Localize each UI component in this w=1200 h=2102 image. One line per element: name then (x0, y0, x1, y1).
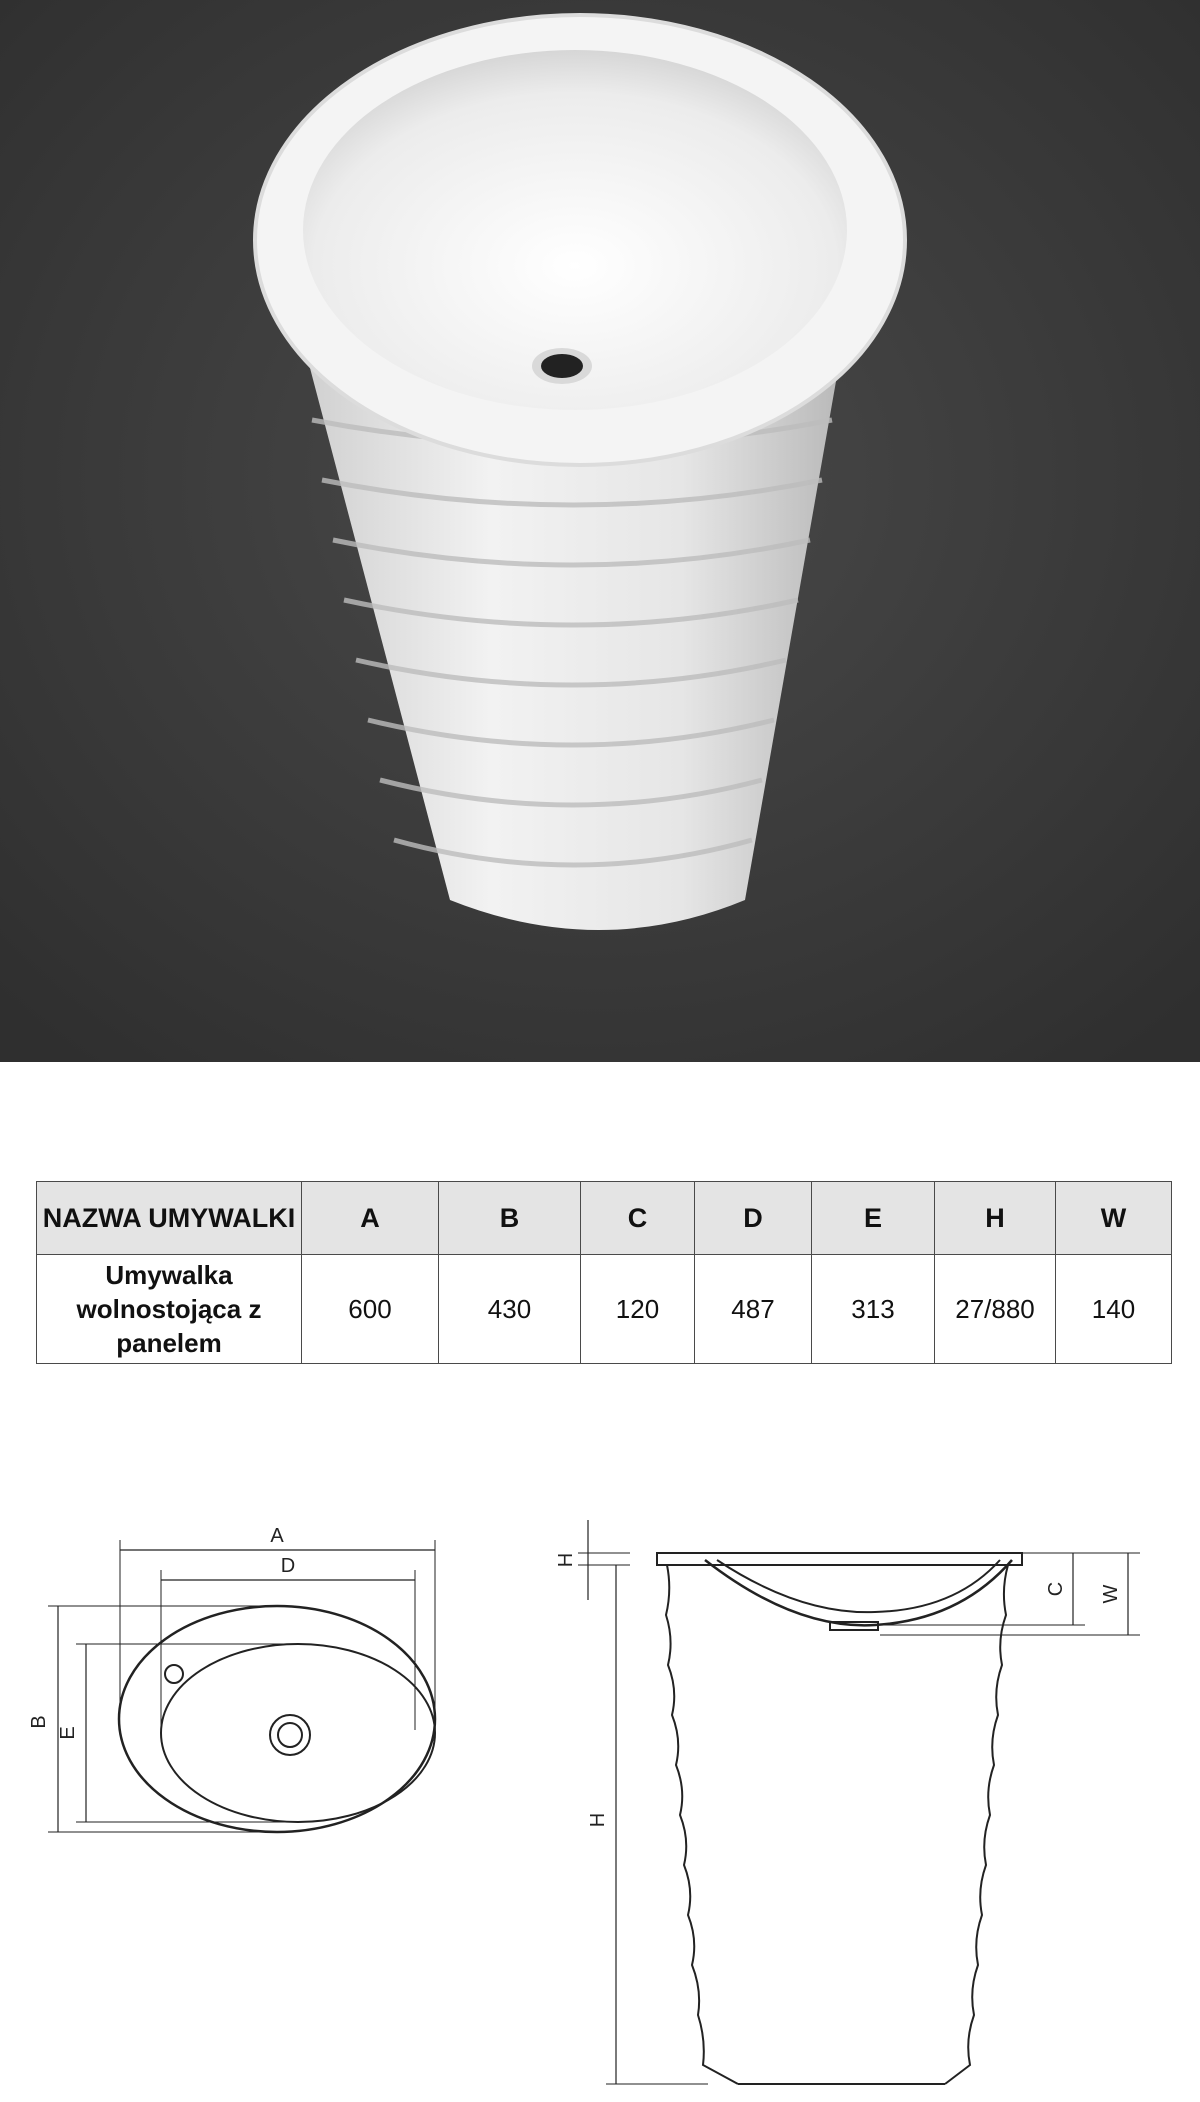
header-e: E (812, 1182, 935, 1255)
cell-name: Umywalka wolnostojąca z panelem (37, 1255, 302, 1364)
header-a: A (302, 1182, 439, 1255)
dimensions-table (36, 1181, 1172, 1364)
label-a: A (270, 1525, 284, 1547)
label-e: E (57, 1726, 79, 1740)
header-b: B (439, 1182, 581, 1255)
cell-d: 487 (695, 1255, 812, 1364)
label-w: W (1100, 1584, 1122, 1604)
side-view-drawing (578, 1520, 1140, 2084)
top-view-drawing (48, 1540, 435, 1832)
label-h-large: H (587, 1812, 609, 1828)
technical-drawings (0, 1500, 1200, 2102)
cell-h: 27/880 (935, 1255, 1056, 1364)
header-d: D (695, 1182, 812, 1255)
label-h-small: H (555, 1552, 577, 1568)
label-d: D (280, 1555, 296, 1577)
cell-b: 430 (439, 1255, 581, 1364)
cell-c: 120 (581, 1255, 695, 1364)
label-c: C (1045, 1581, 1067, 1597)
header-name: NAZWA UMYWALKI (37, 1182, 302, 1255)
header-c: C (581, 1182, 695, 1255)
cell-e: 313 (812, 1255, 935, 1364)
label-b: B (28, 1715, 50, 1729)
cell-w: 140 (1056, 1255, 1172, 1364)
header-w: W (1056, 1182, 1172, 1255)
cell-a: 600 (302, 1255, 439, 1364)
table-header-row (37, 1182, 1172, 1255)
table-row (37, 1255, 1172, 1364)
header-h: H (935, 1182, 1056, 1255)
